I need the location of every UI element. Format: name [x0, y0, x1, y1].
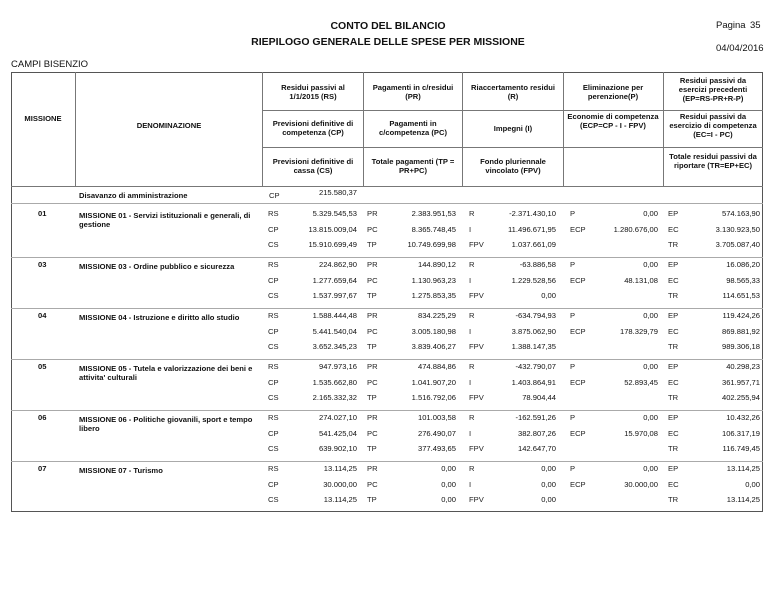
- col-tp: Totale pagamenti (TP = PR+PC): [371, 157, 455, 175]
- row-code: TP: [367, 444, 377, 453]
- row-code: EC: [668, 377, 679, 387]
- row-code: EP: [668, 209, 679, 218]
- row-code: CS: [268, 444, 279, 453]
- row-value: 834.225,29: [417, 311, 456, 320]
- row-code: P: [570, 362, 576, 371]
- row-value: 0,00: [441, 495, 456, 504]
- row-value: 989.306,18: [721, 342, 760, 351]
- row-code: P: [570, 464, 576, 473]
- row-code: ECP: [570, 326, 586, 336]
- row-value: 1.388.147,35: [511, 342, 556, 351]
- row-code: R: [469, 413, 475, 422]
- row-value: 3.875.062,90: [511, 326, 556, 336]
- row-value: 1.537.997,67: [312, 291, 357, 300]
- row-value: 13.114,25: [726, 464, 760, 473]
- grid-line: [262, 110, 763, 111]
- row-value: 52.893,45: [624, 377, 658, 387]
- row-code: RS: [268, 362, 279, 371]
- row-code: TP: [367, 393, 377, 402]
- row-value: 382.807,26: [517, 428, 556, 438]
- row-code: P: [570, 260, 576, 269]
- col-rs: Residui passivi al 1/1/2015 (RS): [281, 83, 345, 101]
- row-code: TR: [668, 240, 679, 249]
- row-value: 276.490,07: [417, 428, 456, 438]
- row-value: 98.565,33: [726, 275, 760, 285]
- row-value: 142.647,70: [517, 444, 556, 453]
- row-code: PC: [367, 377, 378, 387]
- report-subtitle: RIEPILOGO GENERALE DELLE SPESE PER MISSIONE: [251, 36, 525, 48]
- mission-name: MISSIONE 05 - Tutela e valorizzazione dei beni e attivita' culturali: [79, 364, 253, 382]
- row-code: CP: [268, 275, 279, 285]
- row-value: 0,00: [541, 495, 556, 504]
- row-value: 13.114,25: [323, 495, 357, 504]
- mission-code: 06: [38, 413, 47, 422]
- row-value: 101.003,58: [417, 413, 456, 422]
- row-code: TP: [367, 495, 377, 504]
- row-value: 48.131,08: [624, 275, 658, 285]
- row-code: PC: [367, 326, 378, 336]
- col-r: Riaccertamento residui (R): [471, 83, 555, 101]
- row-value: -162.591,26: [515, 413, 556, 422]
- row-code: TR: [668, 444, 679, 453]
- row-code: PR: [367, 413, 378, 422]
- row-value: 10.749.699,98: [407, 240, 456, 249]
- row-value: 8.365.748,45: [411, 224, 456, 234]
- col-ep: Residui passivi da esercizi precedenti (EP=RS-PR+R-P): [678, 76, 748, 103]
- mission-name: MISSIONE 07 - Turismo: [79, 466, 163, 475]
- row-value: 474.884,86: [417, 362, 456, 371]
- row-code: EP: [668, 311, 679, 320]
- row-value: 0,00: [745, 479, 760, 489]
- row-code: ECP: [570, 377, 586, 387]
- row-value: 3.839.406,27: [411, 342, 456, 351]
- row-code: PC: [367, 275, 378, 285]
- grid-line: [11, 186, 763, 187]
- row-code: ECP: [570, 479, 586, 489]
- row-value: -2.371.430,10: [509, 209, 556, 218]
- row-code: R: [469, 362, 475, 371]
- row-value: 0,00: [643, 413, 658, 422]
- row-value: 947.973,16: [318, 362, 357, 371]
- row-value: 1.403.864,91: [511, 377, 556, 387]
- mission-code: 04: [38, 311, 47, 320]
- row-code: FPV: [469, 393, 484, 402]
- row-code: TR: [668, 342, 679, 351]
- row-divider: [11, 257, 763, 258]
- row-value: 1.130.963,23: [411, 275, 456, 285]
- grid-line: [262, 147, 763, 148]
- row-code: FPV: [469, 240, 484, 249]
- row-code: FPV: [469, 291, 484, 300]
- col-cp: Previsioni definitive di competenza (CP): [272, 119, 354, 137]
- mission-name: MISSIONE 03 - Ordine pubblico e sicurezza: [79, 262, 235, 271]
- row-value: 1.280.676,00: [613, 224, 658, 234]
- report-date: 04/04/2016: [716, 43, 764, 54]
- row-code: RS: [268, 464, 279, 473]
- row-value: 0,00: [643, 311, 658, 320]
- row-value: 1.588.444,48: [312, 311, 357, 320]
- row-value: 5.441.540,04: [312, 326, 357, 336]
- row-code: ECP: [570, 224, 586, 234]
- row-value: 106.317,19: [721, 428, 760, 438]
- col-cs: Previsioni definitive di cassa (CS): [272, 157, 354, 175]
- row-code: P: [570, 209, 576, 218]
- row-code: RS: [268, 413, 279, 422]
- row-value: 402.255,94: [721, 393, 760, 402]
- row-code: P: [570, 311, 576, 320]
- col-denominazione: DENOMINAZIONE: [136, 121, 202, 130]
- row-divider: [11, 359, 763, 360]
- row-code: I: [469, 377, 472, 387]
- row-divider: [11, 461, 763, 462]
- row-code: PR: [367, 362, 378, 371]
- row-code: TP: [367, 342, 377, 351]
- row-code: R: [469, 464, 475, 473]
- row-value: 0,00: [541, 291, 556, 300]
- disavanzo-code: CP: [269, 191, 280, 200]
- row-code: TP: [367, 291, 377, 300]
- row-code: PC: [367, 479, 378, 489]
- mission-name: MISSIONE 04 - Istruzione e diritto allo studio: [79, 313, 240, 322]
- row-code: CS: [268, 393, 279, 402]
- row-code: R: [469, 311, 475, 320]
- row-value: 0,00: [643, 209, 658, 218]
- row-code: ECP: [570, 428, 586, 438]
- row-value: 178.329,79: [619, 326, 658, 336]
- grid-line: [462, 72, 463, 186]
- row-code: PR: [367, 464, 378, 473]
- table-frame: [11, 72, 763, 512]
- row-value: 30.000,00: [323, 479, 357, 489]
- row-code: EC: [668, 275, 679, 285]
- row-value: 1.275.853,35: [411, 291, 456, 300]
- row-value: 1.229.528,56: [511, 275, 556, 285]
- row-code: R: [469, 260, 475, 269]
- row-value: 0,00: [541, 479, 556, 489]
- row-value: 361.957,71: [721, 377, 760, 387]
- row-code: EP: [668, 362, 679, 371]
- row-value: 274.027,10: [318, 413, 357, 422]
- row-value: 10.432,26: [726, 413, 760, 422]
- mission-code: 03: [38, 260, 47, 269]
- row-value: 869.881,92: [721, 326, 760, 336]
- row-value: 3.005.180,98: [411, 326, 456, 336]
- row-value: 144.890,12: [417, 260, 456, 269]
- row-value: 5.329.545,53: [312, 209, 357, 218]
- row-value: 78.904,44: [522, 393, 556, 402]
- row-code: EC: [668, 326, 679, 336]
- row-code: EP: [668, 260, 679, 269]
- page-number: 35: [750, 20, 761, 31]
- row-code: FPV: [469, 495, 484, 504]
- row-value: 3.130.923,50: [715, 224, 760, 234]
- row-code: CS: [268, 342, 279, 351]
- row-value: 639.902,10: [318, 444, 357, 453]
- row-code: CP: [268, 479, 279, 489]
- grid-line: [563, 72, 564, 186]
- row-value: 0,00: [541, 464, 556, 473]
- row-value: 1.516.792,06: [411, 393, 456, 402]
- row-value: 1.535.662,80: [312, 377, 357, 387]
- col-ecp: Economie di competenza (ECP=CP - I - FPV): [567, 112, 659, 130]
- grid-line: [262, 72, 263, 186]
- row-code: PC: [367, 224, 378, 234]
- mission-code: 07: [38, 464, 47, 473]
- row-value: 16.086,20: [726, 260, 760, 269]
- page-label: Pagina: [716, 20, 746, 31]
- mission-code: 01: [38, 209, 47, 218]
- row-code: CP: [268, 326, 279, 336]
- row-value: 40.298,23: [726, 362, 760, 371]
- row-divider: [11, 203, 763, 204]
- disavanzo-value: 215.580,37: [318, 188, 357, 197]
- row-value: 1.037.661,09: [511, 240, 556, 249]
- row-code: I: [469, 224, 472, 234]
- row-value: 15.910.699,49: [308, 240, 357, 249]
- row-code: CS: [268, 495, 279, 504]
- row-value: 1.277.659,64: [312, 275, 357, 285]
- row-value: 13.114,25: [726, 495, 760, 504]
- row-code: TP: [367, 240, 377, 249]
- row-value: 377.493,65: [417, 444, 456, 453]
- mission-code: 05: [38, 362, 47, 371]
- row-value: 116.749,45: [722, 444, 760, 453]
- row-value: 30.000,00: [624, 479, 658, 489]
- col-ec: Residui passivi da esercizio di competenza (EC=I - PC): [669, 112, 757, 139]
- grid-line: [663, 72, 664, 186]
- row-code: TR: [668, 495, 679, 504]
- row-code: CS: [268, 240, 279, 249]
- row-value: 3.652.345,23: [312, 342, 357, 351]
- row-value: 0,00: [643, 464, 658, 473]
- row-code: PR: [367, 311, 378, 320]
- row-value: 11.496.671,95: [508, 224, 556, 234]
- row-code: FPV: [469, 444, 484, 453]
- row-value: 13.114,25: [323, 464, 357, 473]
- report-title: CONTO DEL BILANCIO: [330, 20, 446, 32]
- col-missione: MISSIONE: [24, 114, 62, 123]
- row-code: I: [469, 479, 472, 489]
- row-code: I: [469, 326, 472, 336]
- row-value: 13.815.009,04: [308, 224, 357, 234]
- col-i: Impegni (I): [493, 124, 533, 133]
- row-value: 224.862,90: [318, 260, 357, 269]
- grid-line: [363, 72, 364, 186]
- disavanzo-label: Disavanzo di amministrazione: [79, 191, 188, 200]
- row-code: PR: [367, 260, 378, 269]
- row-code: EC: [668, 224, 679, 234]
- row-value: 0,00: [441, 479, 456, 489]
- entity-name: CAMPI BISENZIO: [11, 59, 89, 70]
- row-value: 1.041.907,20: [411, 377, 456, 387]
- row-code: P: [570, 413, 576, 422]
- row-value: -634.794,93: [515, 311, 556, 320]
- row-code: RS: [268, 260, 279, 269]
- row-value: 0,00: [643, 362, 658, 371]
- row-code: FPV: [469, 342, 484, 351]
- row-code: CP: [268, 377, 279, 387]
- row-code: CP: [268, 428, 279, 438]
- row-value: 15.970,08: [624, 428, 658, 438]
- row-value: 114.651,53: [722, 291, 760, 300]
- row-divider: [11, 308, 763, 309]
- row-value: 2.383.951,53: [411, 209, 456, 218]
- col-fpv: Fondo pluriennale vincolato (FPV): [480, 157, 546, 175]
- row-code: EP: [668, 464, 679, 473]
- row-value: 2.165.332,32: [312, 393, 357, 402]
- row-code: CP: [268, 224, 279, 234]
- row-value: -63.886,58: [519, 260, 556, 269]
- row-value: 0,00: [643, 260, 658, 269]
- row-code: RS: [268, 311, 279, 320]
- row-code: TR: [668, 393, 679, 402]
- row-code: R: [469, 209, 475, 218]
- row-value: 119.424,26: [722, 311, 760, 320]
- row-divider: [11, 410, 763, 411]
- row-code: EP: [668, 413, 679, 422]
- row-code: EC: [668, 428, 679, 438]
- col-tr: Totale residui passivi da riportare (TR=EP+EC): [669, 152, 757, 170]
- row-code: RS: [268, 209, 279, 218]
- row-code: I: [469, 428, 472, 438]
- mission-name: MISSIONE 06 - Politiche giovanili, sport e tempo libero: [79, 415, 253, 433]
- row-code: PC: [367, 428, 378, 438]
- mission-name: MISSIONE 01 - Servizi istituzionali e generali, di gestione: [79, 211, 251, 229]
- row-code: CS: [268, 291, 279, 300]
- row-code: I: [469, 275, 472, 285]
- row-code: EC: [668, 479, 679, 489]
- row-value: 0,00: [441, 464, 456, 473]
- col-p: Eliminazione per perenzione(P): [582, 83, 644, 101]
- row-code: PR: [367, 209, 378, 218]
- row-value: 541.425,04: [318, 428, 357, 438]
- row-value: 3.705.087,40: [715, 240, 760, 249]
- row-value: -432.790,07: [515, 362, 556, 371]
- col-pc: Pagamenti in c/competenza (PC): [379, 119, 447, 137]
- col-pr: Pagamenti in c/residui (PR): [372, 83, 454, 101]
- row-code: TR: [668, 291, 679, 300]
- row-value: 574.163,90: [721, 209, 760, 218]
- row-code: ECP: [570, 275, 586, 285]
